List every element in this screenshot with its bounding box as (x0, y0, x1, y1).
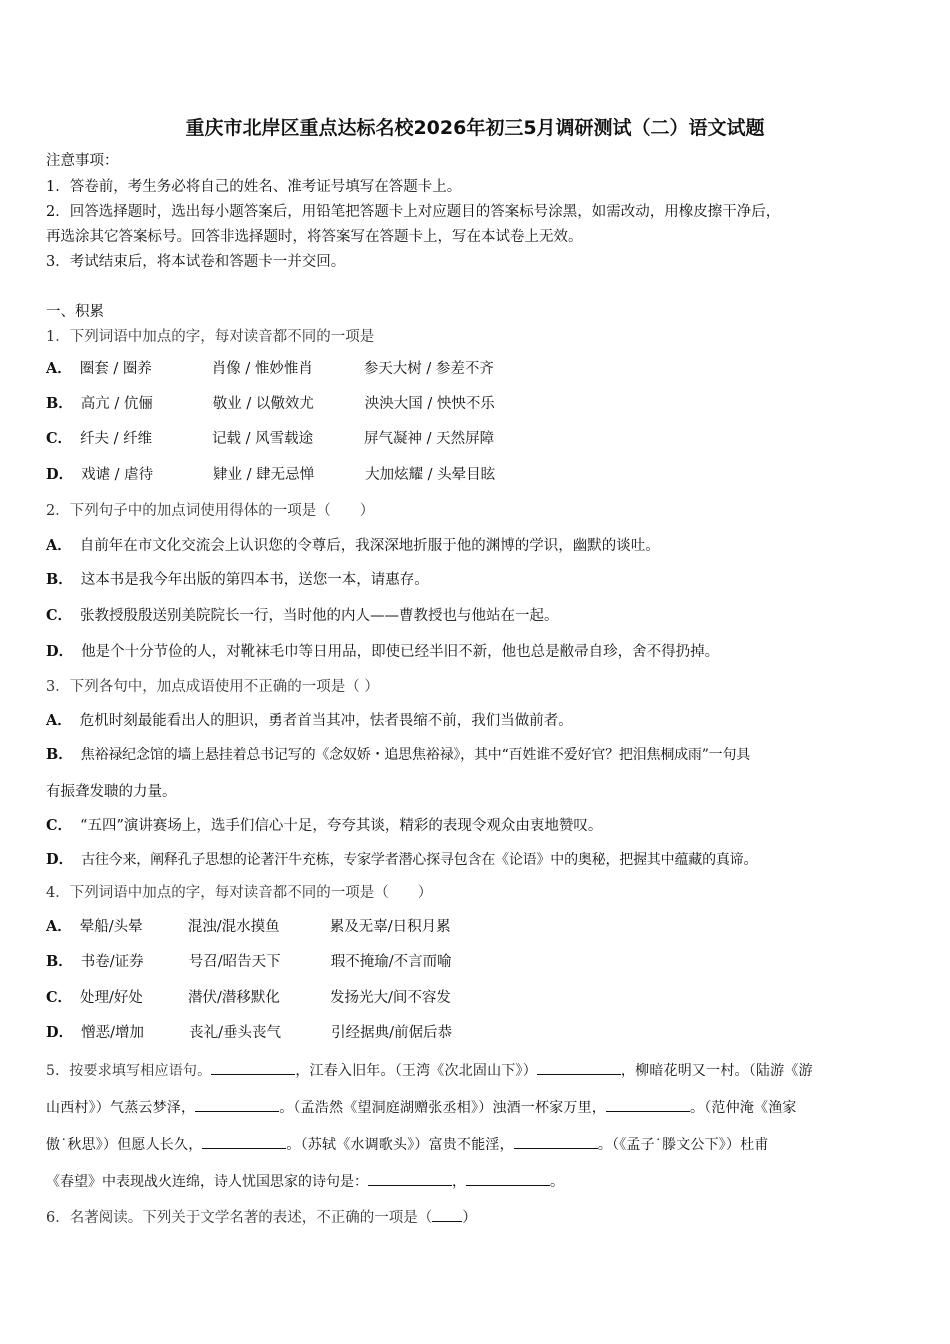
question-2-stem: 2．下列句子中的加点词使用得体的一项是（ ） (46, 503, 375, 519)
q3-option-c[interactable]: C． “五四”演讲赛场上，选手们信心十足，夸夸其谈，精彩的表现令观众由衷地赞叹。 (46, 817, 603, 834)
q4-option-d[interactable]: D． 憎恶/增加 丧礼/垂头丧气 引经据典/前倨后恭 (46, 1024, 452, 1041)
q1-option-a[interactable]: A． 圈套 / 圈养 肖像 / 惟妙惟肖 参天大树 / 参差不齐 (46, 360, 494, 377)
q1-option-b[interactable]: B． 高亢 / 伉俪 敬业 / 以儆效尤 泱泱大国 / 怏怏不乐 (46, 395, 495, 412)
answer-blank[interactable] (466, 1171, 550, 1186)
option-label: D． (46, 466, 74, 483)
answer-blank[interactable] (202, 1134, 286, 1149)
answer-blank[interactable] (537, 1060, 621, 1075)
answer-blank[interactable] (432, 1207, 462, 1222)
notice-item: 1．答卷前，考生务必将自己的姓名、准考证号填写在答题卡上。 (46, 179, 462, 195)
notice-item: 再选涂其它答案标号。回答非选择题时，将答案写在答题卡上，写在本试卷上无效。 (46, 229, 583, 245)
question-5-line: 傲˙秋思》）但愿人长久， 。（苏轼《水调歌头》）富贵不能淫， 。（《孟子˙滕文公下》）杜甫 (46, 1134, 906, 1155)
option-label: B． (46, 395, 73, 412)
notice-item: 3．考试结束后，将本试卷和答题卡一并交回。 (46, 254, 346, 270)
notice-item: 2．回答选择题时，选出每小题答案后，用铅笔把答题卡上对应题目的答案标号涂黑，如需改动，用橡皮擦干净后， (46, 204, 781, 220)
answer-blank[interactable] (195, 1097, 279, 1112)
option-label: A． (46, 360, 72, 377)
question-3-stem: 3．下列各句中，加点成语使用不正确的一项是（ ） (46, 679, 379, 695)
q2-option-c[interactable]: C． 张教授殷殷送别美院院长一行，当时他的内人——曹教授也与他站在一起。 (46, 607, 559, 624)
q4-option-a[interactable]: A． 晕船/头晕 混浊/混水摸鱼 累及无辜/日积月累 (46, 918, 451, 935)
question-6-stem: 6．名著阅读。下列关于文学名著的表述，不正确的一项是（ ） (46, 1207, 477, 1228)
q2-option-d[interactable]: D． 他是个十分节俭的人，对靴袜毛巾等日用品，即使已经半旧不新，他也总是敝帚自珍，舍不得扔掉。 (46, 643, 720, 660)
q4-option-c[interactable]: C． 处理/好处 潜伏/潜移默化 发扬光大/间不容发 (46, 989, 451, 1006)
question-5-line: 《春望》中表现战火连绵，诗人忧国思家的诗句是： ， 。 (46, 1171, 564, 1192)
q1-option-c[interactable]: C． 纤夫 / 纤维 记载 / 风雪载途 屏气凝神 / 天然屏障 (46, 430, 495, 447)
q3-option-b-continued: 有振聋发聩的力量。 (46, 784, 177, 800)
q4-option-b[interactable]: B． 书卷/证券 号召/昭告天下 瑕不掩瑜/不言而喻 (46, 953, 452, 970)
answer-blank[interactable] (211, 1060, 295, 1075)
answer-blank[interactable] (606, 1097, 690, 1112)
answer-blank[interactable] (368, 1171, 452, 1186)
q3-option-a[interactable]: A． 危机时刻最能看出人的胆识，勇者首当其冲，怯者畏缩不前，我们当做前者。 (46, 712, 573, 729)
question-1-stem: 1．下列词语中加点的字，每对读音都不同的一项是 (46, 329, 375, 345)
section-heading: 一、积累 (46, 304, 104, 320)
notice-heading: 注意事项： (46, 153, 119, 169)
page-title: 重庆市北岸区重点达标名校2026年初三5月调研测试（二）语文试题 (185, 117, 765, 139)
q2-option-b[interactable]: B． 这本书是我今年出版的第四本书，送您一本，请惠存。 (46, 571, 429, 588)
question-4-stem: 4．下列词语中加点的字，每对读音都不同的一项是（ ） (46, 885, 433, 901)
q2-option-a[interactable]: A． 自前年在市文化交流会上认识您的令尊后，我深深地折服于他的渊博的学识，幽默的谈吐。 (46, 537, 660, 554)
option-label: C． (46, 430, 73, 447)
question-5-line: 5．按要求填写相应语句。 ，江春入旧年。（王湾《次北固山下》） ，柳暗花明又一村。（陆游《游 (46, 1060, 906, 1081)
answer-blank[interactable] (514, 1134, 598, 1149)
q3-option-b[interactable]: B． 焦裕禄纪念馆的墙上悬挂着总书记写的《念奴娇・追思焦裕禄》，其中“百姓谁不爱好官？把泪焦桐成雨”一句具 (46, 746, 751, 763)
question-5-line: 山西村》）气蒸云梦泽， 。（孟浩然《望洞庭湖赠张丞相》）浊酒一杯家万里， 。（范仲淹《渔家 (46, 1097, 906, 1118)
q1-option-d[interactable]: D． 戏谑 / 虐待 肄业 / 肆无忌惮 大加炫耀 / 头晕目眩 (46, 466, 496, 483)
q3-option-d[interactable]: D． 古往今来，阐释孔子思想的论著汗牛充栋，专家学者潜心探寻包含在《论语》中的奥秘，把握其中蕴藏的真谛。 (46, 851, 758, 868)
